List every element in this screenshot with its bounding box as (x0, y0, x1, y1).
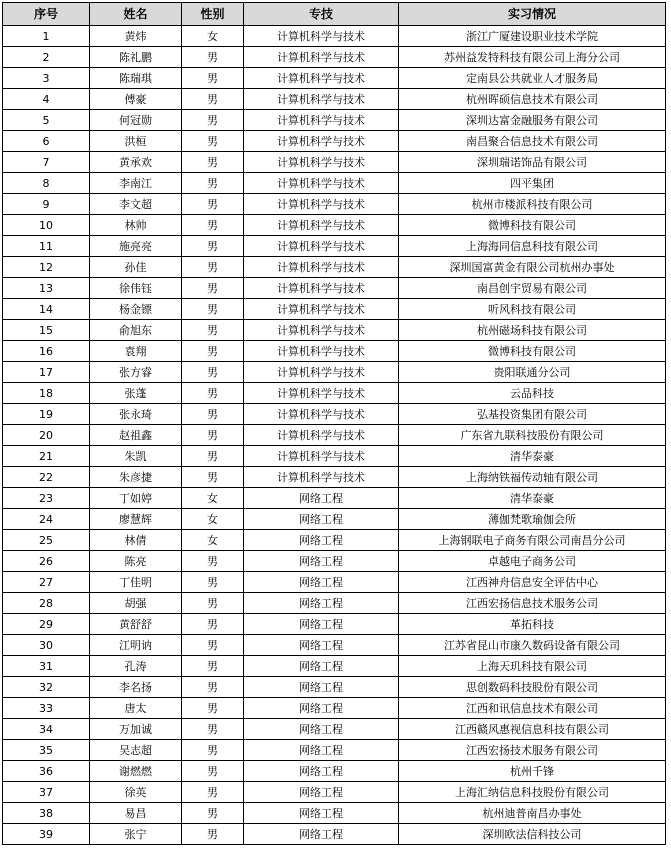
cell-gender: 男 (182, 131, 244, 152)
cell-name: 施亮亮 (90, 236, 182, 257)
table-row (3, 824, 666, 845)
cell-internship: 上海天玑科技有限公司 (399, 656, 666, 677)
cell-name: 丁如婷 (90, 488, 182, 509)
cell-no: 23 (3, 488, 90, 509)
table-row (3, 698, 666, 719)
cell-major: 网络工程 (244, 677, 399, 698)
cell-internship: 广东省九联科技股份有限公司 (399, 425, 666, 446)
cell-gender: 男 (182, 320, 244, 341)
cell-no: 22 (3, 467, 90, 488)
cell-gender: 男 (182, 740, 244, 761)
cell-major: 网络工程 (244, 530, 399, 551)
cell-gender: 男 (182, 194, 244, 215)
cell-name: 孙佳 (90, 257, 182, 278)
cell-gender: 男 (182, 278, 244, 299)
table-row (3, 257, 666, 278)
cell-major: 网络工程 (244, 740, 399, 761)
cell-internship: 听风科技有限公司 (399, 299, 666, 320)
cell-no: 29 (3, 614, 90, 635)
cell-no: 24 (3, 509, 90, 530)
cell-major: 网络工程 (244, 614, 399, 635)
cell-name: 陈瑞琪 (90, 68, 182, 89)
header-gender: 性别 (182, 3, 244, 26)
cell-no: 20 (3, 425, 90, 446)
cell-name: 张宁 (90, 824, 182, 845)
cell-name: 洪桓 (90, 131, 182, 152)
cell-major: 网络工程 (244, 635, 399, 656)
cell-major: 计算机科学与技术 (244, 425, 399, 446)
table-row (3, 572, 666, 593)
cell-gender: 男 (182, 824, 244, 845)
cell-gender: 男 (182, 803, 244, 824)
cell-name: 李名扬 (90, 677, 182, 698)
cell-no: 39 (3, 824, 90, 845)
cell-gender: 男 (182, 89, 244, 110)
cell-gender: 男 (182, 299, 244, 320)
cell-no: 12 (3, 257, 90, 278)
cell-no: 16 (3, 341, 90, 362)
cell-name: 林帅 (90, 215, 182, 236)
cell-major: 计算机科学与技术 (244, 446, 399, 467)
cell-gender: 女 (182, 530, 244, 551)
cell-internship: 南昌创宇贸易有限公司 (399, 278, 666, 299)
cell-no: 1 (3, 26, 90, 47)
cell-internship: 贵阳联通分公司 (399, 362, 666, 383)
cell-no: 9 (3, 194, 90, 215)
cell-no: 21 (3, 446, 90, 467)
table-row (3, 215, 666, 236)
cell-no: 31 (3, 656, 90, 677)
cell-internship: 杭州迪普南昌办事处 (399, 803, 666, 824)
cell-no: 38 (3, 803, 90, 824)
table-row (3, 299, 666, 320)
cell-name: 黄舒舒 (90, 614, 182, 635)
cell-internship: 浙江广厦建设职业技术学院 (399, 26, 666, 47)
table-row (3, 383, 666, 404)
cell-name: 廖慧辉 (90, 509, 182, 530)
internship-table (2, 2, 666, 845)
cell-internship: 上海纳铁福传动轴有限公司 (399, 467, 666, 488)
table-row (3, 404, 666, 425)
cell-major: 计算机科学与技术 (244, 89, 399, 110)
cell-gender: 男 (182, 47, 244, 68)
table-row (3, 47, 666, 68)
cell-no: 18 (3, 383, 90, 404)
cell-gender: 男 (182, 152, 244, 173)
cell-internship: 清华泰豪 (399, 446, 666, 467)
table-row (3, 110, 666, 131)
table-row (3, 551, 666, 572)
header-major: 专技 (244, 3, 399, 26)
cell-gender: 男 (182, 656, 244, 677)
cell-major: 计算机科学与技术 (244, 257, 399, 278)
cell-no: 11 (3, 236, 90, 257)
cell-gender: 男 (182, 68, 244, 89)
cell-internship: 上海海同信息科技有限公司 (399, 236, 666, 257)
cell-gender: 男 (182, 257, 244, 278)
cell-name: 俞旭东 (90, 320, 182, 341)
cell-internship: 江西赣风惠视信息科技有限公司 (399, 719, 666, 740)
cell-gender: 男 (182, 383, 244, 404)
cell-major: 计算机科学与技术 (244, 236, 399, 257)
cell-no: 28 (3, 593, 90, 614)
cell-name: 万加诚 (90, 719, 182, 740)
table-row (3, 194, 666, 215)
cell-gender: 男 (182, 425, 244, 446)
cell-major: 计算机科学与技术 (244, 173, 399, 194)
cell-name: 徐伟钰 (90, 278, 182, 299)
cell-internship: 深圳国富黄金有限公司杭州办事处 (399, 257, 666, 278)
table-row (3, 782, 666, 803)
cell-no: 27 (3, 572, 90, 593)
cell-internship: 杭州市楼派科技有限公司 (399, 194, 666, 215)
cell-internship: 薄伽梵歌瑜伽会所 (399, 509, 666, 530)
cell-no: 17 (3, 362, 90, 383)
cell-no: 3 (3, 68, 90, 89)
cell-major: 计算机科学与技术 (244, 110, 399, 131)
cell-name: 傅豪 (90, 89, 182, 110)
cell-major: 计算机科学与技术 (244, 341, 399, 362)
cell-internship: 革拓科技 (399, 614, 666, 635)
cell-name: 李文超 (90, 194, 182, 215)
cell-major: 计算机科学与技术 (244, 278, 399, 299)
cell-gender: 男 (182, 446, 244, 467)
cell-name: 孔涛 (90, 656, 182, 677)
cell-no: 25 (3, 530, 90, 551)
cell-no: 32 (3, 677, 90, 698)
cell-name: 江明讷 (90, 635, 182, 656)
cell-gender: 男 (182, 593, 244, 614)
table-row (3, 320, 666, 341)
cell-gender: 男 (182, 110, 244, 131)
cell-major: 网络工程 (244, 593, 399, 614)
cell-gender: 男 (182, 215, 244, 236)
cell-no: 30 (3, 635, 90, 656)
cell-gender: 男 (182, 236, 244, 257)
cell-no: 13 (3, 278, 90, 299)
cell-major: 网络工程 (244, 698, 399, 719)
cell-no: 19 (3, 404, 90, 425)
cell-name: 吴志超 (90, 740, 182, 761)
cell-name: 张永琦 (90, 404, 182, 425)
table-row (3, 173, 666, 194)
table-row (3, 467, 666, 488)
cell-internship: 四平集团 (399, 173, 666, 194)
cell-name: 朱彦捷 (90, 467, 182, 488)
cell-name: 杨金镖 (90, 299, 182, 320)
cell-internship: 杭州千锋 (399, 761, 666, 782)
cell-name: 袁翔 (90, 341, 182, 362)
cell-internship: 杭州晖硕信息技术有限公司 (399, 89, 666, 110)
cell-no: 4 (3, 89, 90, 110)
table-row (3, 341, 666, 362)
cell-internship: 江西和讯信息技术有限公司 (399, 698, 666, 719)
cell-internship: 杭州磁场科技有限公司 (399, 320, 666, 341)
cell-name: 赵祖鑫 (90, 425, 182, 446)
table-row (3, 425, 666, 446)
cell-internship: 南昌聚合信息技术有限公司 (399, 131, 666, 152)
table-row (3, 446, 666, 467)
cell-major: 计算机科学与技术 (244, 152, 399, 173)
cell-major: 网络工程 (244, 509, 399, 530)
cell-major: 网络工程 (244, 782, 399, 803)
cell-no: 37 (3, 782, 90, 803)
cell-name: 陈亮 (90, 551, 182, 572)
cell-name: 朱凯 (90, 446, 182, 467)
header-name: 姓名 (90, 3, 182, 26)
cell-no: 36 (3, 761, 90, 782)
cell-internship: 清华泰豪 (399, 488, 666, 509)
table-row (3, 635, 666, 656)
cell-name: 丁佳明 (90, 572, 182, 593)
cell-major: 网络工程 (244, 488, 399, 509)
cell-no: 14 (3, 299, 90, 320)
cell-no: 10 (3, 215, 90, 236)
cell-major: 计算机科学与技术 (244, 215, 399, 236)
cell-major: 网络工程 (244, 656, 399, 677)
table-row (3, 131, 666, 152)
cell-major: 网络工程 (244, 824, 399, 845)
header-no: 序号 (3, 3, 90, 26)
cell-internship: 定南县公共就业人才服务局 (399, 68, 666, 89)
cell-gender: 男 (182, 614, 244, 635)
cell-gender: 男 (182, 698, 244, 719)
cell-major: 计算机科学与技术 (244, 47, 399, 68)
cell-no: 34 (3, 719, 90, 740)
cell-name: 唐太 (90, 698, 182, 719)
cell-internship: 深圳达富金融服务有限公司 (399, 110, 666, 131)
table-row (3, 530, 666, 551)
cell-major: 计算机科学与技术 (244, 362, 399, 383)
cell-name: 易昌 (90, 803, 182, 824)
cell-major: 计算机科学与技术 (244, 467, 399, 488)
table-row (3, 89, 666, 110)
cell-internship: 微博科技有限公司 (399, 341, 666, 362)
cell-internship: 弘基投资集团有限公司 (399, 404, 666, 425)
table-row (3, 68, 666, 89)
cell-name: 林倩 (90, 530, 182, 551)
table-row (3, 719, 666, 740)
cell-gender: 男 (182, 404, 244, 425)
cell-no: 35 (3, 740, 90, 761)
table-row (3, 509, 666, 530)
cell-major: 计算机科学与技术 (244, 299, 399, 320)
cell-gender: 男 (182, 362, 244, 383)
cell-internship: 卓越电子商务公司 (399, 551, 666, 572)
cell-major: 网络工程 (244, 761, 399, 782)
cell-major: 网络工程 (244, 572, 399, 593)
cell-major: 计算机科学与技术 (244, 383, 399, 404)
cell-name: 张方睿 (90, 362, 182, 383)
cell-no: 15 (3, 320, 90, 341)
cell-internship: 江西宏扬信息技术服务公司 (399, 593, 666, 614)
cell-name: 何冠勋 (90, 110, 182, 131)
cell-internship: 上海汇纳信息科技股份有限公司 (399, 782, 666, 803)
cell-major: 计算机科学与技术 (244, 68, 399, 89)
cell-no: 5 (3, 110, 90, 131)
table-row (3, 677, 666, 698)
header-internship: 实习情况 (399, 3, 666, 26)
cell-name: 黄承欢 (90, 152, 182, 173)
cell-internship: 微博科技有限公司 (399, 215, 666, 236)
cell-name: 徐英 (90, 782, 182, 803)
cell-name: 陈礼鹏 (90, 47, 182, 68)
header-row (3, 3, 666, 26)
cell-name: 黄炜 (90, 26, 182, 47)
cell-no: 26 (3, 551, 90, 572)
cell-major: 计算机科学与技术 (244, 194, 399, 215)
table-row (3, 761, 666, 782)
cell-internship: 上海钢联电子商务有限公司南昌分公司 (399, 530, 666, 551)
cell-major: 网络工程 (244, 719, 399, 740)
cell-gender: 男 (182, 341, 244, 362)
table-row (3, 740, 666, 761)
cell-gender: 男 (182, 635, 244, 656)
cell-gender: 男 (182, 677, 244, 698)
table-row (3, 656, 666, 677)
cell-internship: 江西宏扬技术服务有限公司 (399, 740, 666, 761)
table-row (3, 26, 666, 47)
cell-gender: 女 (182, 509, 244, 530)
cell-name: 张蓬 (90, 383, 182, 404)
cell-gender: 男 (182, 572, 244, 593)
cell-major: 计算机科学与技术 (244, 320, 399, 341)
cell-internship: 深圳欧法信科技公司 (399, 824, 666, 845)
cell-major: 计算机科学与技术 (244, 404, 399, 425)
cell-no: 7 (3, 152, 90, 173)
cell-no: 2 (3, 47, 90, 68)
cell-internship: 苏州益发特科技有限公司上海分公司 (399, 47, 666, 68)
table-row (3, 362, 666, 383)
cell-no: 33 (3, 698, 90, 719)
table-row (3, 152, 666, 173)
cell-gender: 男 (182, 782, 244, 803)
cell-name: 李南江 (90, 173, 182, 194)
table-row (3, 278, 666, 299)
cell-internship: 江西神舟信息安全评估中心 (399, 572, 666, 593)
cell-gender: 男 (182, 467, 244, 488)
cell-major: 计算机科学与技术 (244, 26, 399, 47)
table-row (3, 614, 666, 635)
cell-major: 网络工程 (244, 803, 399, 824)
cell-gender: 男 (182, 761, 244, 782)
cell-gender: 女 (182, 488, 244, 509)
table-row (3, 236, 666, 257)
cell-gender: 男 (182, 173, 244, 194)
table-body (3, 26, 666, 845)
table-row (3, 488, 666, 509)
table-row (3, 593, 666, 614)
cell-gender: 男 (182, 551, 244, 572)
cell-internship: 云品科技 (399, 383, 666, 404)
cell-internship: 思创数码科技股份有限公司 (399, 677, 666, 698)
cell-no: 6 (3, 131, 90, 152)
cell-gender: 女 (182, 26, 244, 47)
cell-name: 谢燃燃 (90, 761, 182, 782)
table-row (3, 803, 666, 824)
cell-internship: 江苏省昆山市康久数码设备有限公司 (399, 635, 666, 656)
cell-no: 8 (3, 173, 90, 194)
cell-name: 胡强 (90, 593, 182, 614)
cell-major: 计算机科学与技术 (244, 131, 399, 152)
cell-major: 网络工程 (244, 551, 399, 572)
cell-internship: 深圳瑞诺饰品有限公司 (399, 152, 666, 173)
cell-gender: 男 (182, 719, 244, 740)
